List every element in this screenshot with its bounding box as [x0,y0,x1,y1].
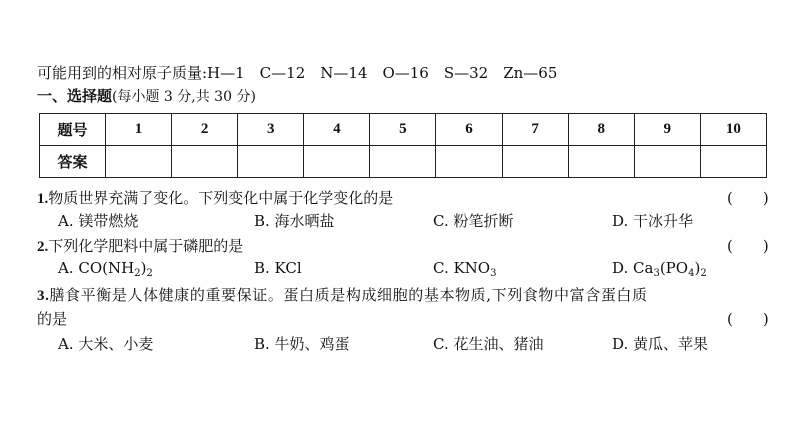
question-3-option-b[interactable]: B. 牛奶、鸡蛋 [254,335,350,353]
question-1-stem [37,187,393,208]
section-heading [37,87,256,106]
question-number-label: 题号 [40,114,106,146]
question-number-cell: 6 [436,114,502,146]
answer-table [39,113,767,178]
answer-cell[interactable] [634,146,700,178]
question-number-cell: 2 [172,114,238,146]
question-3-option-c[interactable]: C. 花生油、猪油 [433,335,544,353]
answer-cell[interactable] [370,146,436,178]
question-number-cell: 7 [502,114,568,146]
question-3-stem-continued: 的是 [37,310,68,328]
question-3-option-d[interactable]: D. 黄瓜、苹果 [612,335,709,353]
question-number-row [40,114,767,146]
question-1-option-a[interactable]: A. 镁带燃烧 [58,212,139,230]
section-title: 一、选择题 [37,87,113,105]
question-3-answer-blank[interactable]: ( ) [727,310,769,328]
question-2-number: 2. [37,239,49,255]
answer-cell[interactable] [172,146,238,178]
section-note: (每小题 3 分,共 30 分) [112,89,256,105]
question-2-option-d[interactable]: D. $Ca_3(PO_4)_2$ [612,259,707,279]
question-number-cell: 4 [304,114,370,146]
question-1-option-b[interactable]: B. 海水晒盐 [254,212,335,230]
question-2-option-c[interactable]: C. $KNO_3$ [433,259,497,279]
question-number-cell: 5 [370,114,436,146]
answer-cell[interactable] [106,146,172,178]
answer-cell[interactable] [238,146,304,178]
question-2-text: 下列化学肥料中属于磷肥的是 [48,237,244,255]
question-1-answer-blank[interactable]: ( ) [727,189,769,207]
question-3-stem [37,284,648,305]
question-3-option-a[interactable]: A. 大米、小麦 [58,335,154,353]
question-number-cell: 8 [568,114,634,146]
question-2-stem [37,235,243,256]
atomic-masses-line: 可能用到的相对原子质量:H—1 C—12 N—14 O—16 S—32 Zn—65 [37,64,558,82]
answer-cell[interactable] [304,146,370,178]
answer-row [40,146,767,178]
question-2-option-b[interactable]: B. KCl [254,259,302,277]
answer-cell[interactable] [568,146,634,178]
answer-label: 答案 [40,146,106,178]
question-number-cell: 3 [238,114,304,146]
question-1-option-c[interactable]: C. 粉笔折断 [433,212,514,230]
answer-cell[interactable] [700,146,766,178]
answer-cell[interactable] [502,146,568,178]
question-3-text: 膳食平衡是人体健康的重要保证。蛋白质是构成细胞的基本物质,下列食物中富含蛋白质 [49,286,648,304]
question-1-text: 物质世界充满了变化。下列变化中属于化学变化的是 [48,189,394,207]
question-2-answer-blank[interactable]: ( ) [727,237,769,255]
question-2-option-a[interactable]: A. $CO(NH_2)_2$ [58,259,153,279]
question-number-cell: 9 [634,114,700,146]
question-3-number: 3. [37,288,50,304]
answer-cell[interactable] [436,146,502,178]
question-number-cell: 1 [106,114,172,146]
question-1-option-d[interactable]: D. 干冰升华 [612,212,694,230]
question-1-number: 1. [37,191,49,207]
question-number-cell: 10 [700,114,766,146]
